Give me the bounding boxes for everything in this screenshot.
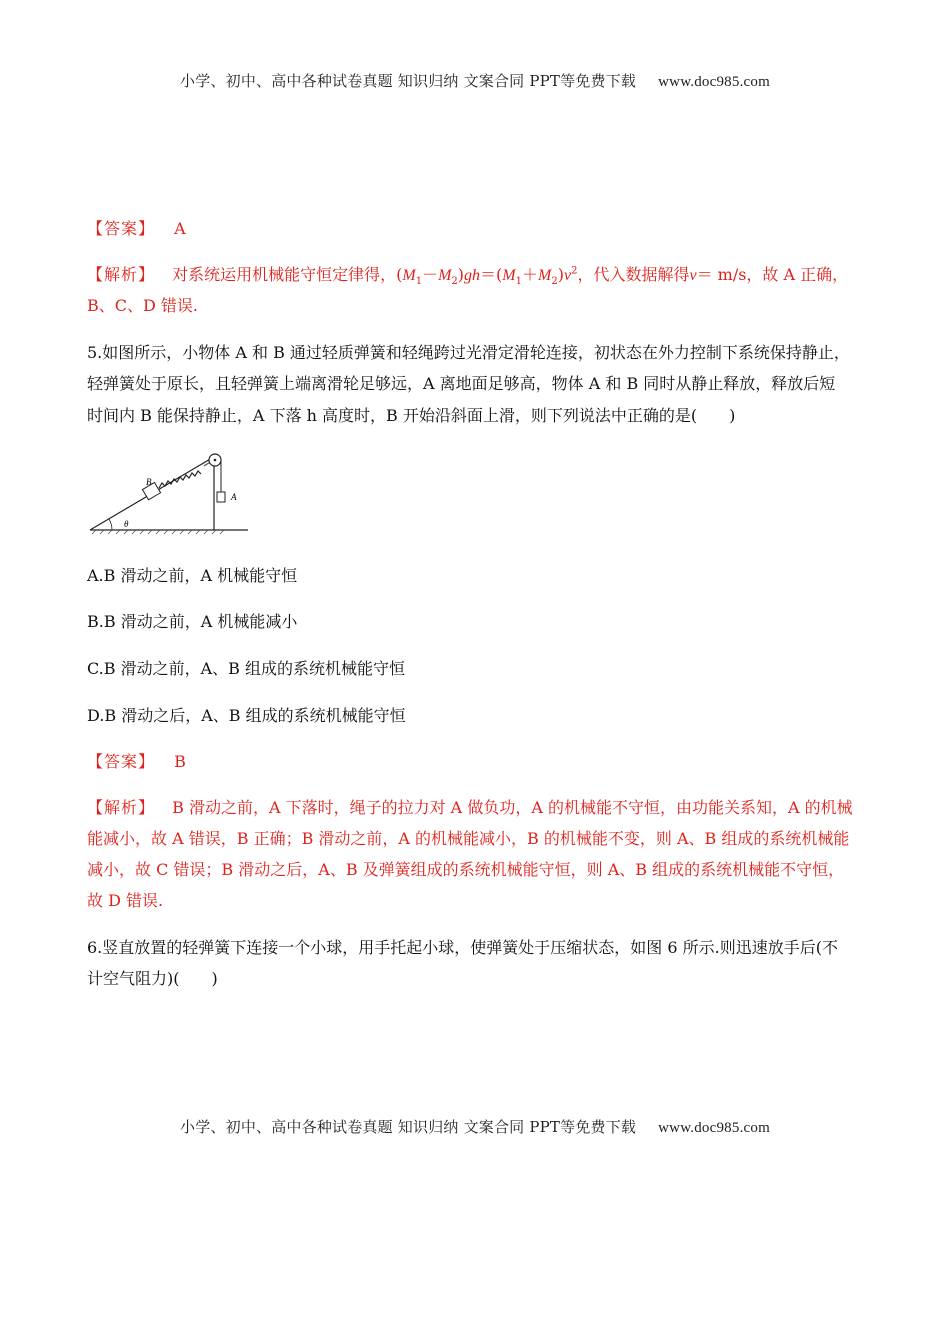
analysis-text: B 滑动之前，A 下落时，绳子的拉力对 A 做负功，A 的机械能不守恒，由功能关系知，A 的机械 <box>172 798 853 817</box>
q5-analysis-line1 <box>87 798 853 818</box>
header-text: 小学、初中、高中各种试卷真题 知识归纳 文案合同 PPT等免费下载 <box>180 72 637 90</box>
q5-stem-line3: 时间内 B 能保持静止，A 下落 h 高度时，B 开始沿斜面上滑，则下列说法中正确的是( ) <box>87 406 736 425</box>
q5-stem-line2: 轻弹簧处于原长，且轻弹簧上端离滑轮足够远，A 离地面足够高，物体 A 和 B 同时从静止释放，释放后短 <box>87 374 836 393</box>
answer-value: B <box>174 752 186 771</box>
analysis-text: 对系统运用机械能守恒定律得，( <box>172 265 403 284</box>
page-header <box>0 70 950 91</box>
q6-stem-line2: 计空气阻力)( ) <box>87 969 218 988</box>
analysis-v: v <box>689 267 697 284</box>
q5-analysis-line2: 能减小，故 A 错误，B 正确；B 滑动之前，A 的机械能减小，B 的机械能不变，则 A、B 组成的系统机械能 <box>87 829 850 848</box>
analysis-label: 【解析】 <box>87 798 156 817</box>
option-a: A.B 滑动之前，A 机械能守恒 <box>87 566 298 585</box>
option-d: D.B 滑动之后，A、B 组成的系统机械能守恒 <box>87 706 406 725</box>
incline-pulley-figure <box>88 448 248 536</box>
q5-stem-line1: 5.如图所示，小物体 A 和 B 通过轻质弹簧和轻绳跨过光滑定滑轮连接，初状态在外力控制下系统保持静止， <box>87 343 850 362</box>
q4-analysis-line2: B、C、D 错误. <box>87 296 199 315</box>
q6-stem-line1: 6.竖直放置的轻弹簧下连接一个小球，用手托起小球，使弹簧处于压缩状态，如图 6 所示.则迅速放手后(不 <box>87 938 838 957</box>
angle-label: θ <box>124 519 129 529</box>
q5-answer <box>87 752 186 772</box>
spring <box>159 471 201 488</box>
block-a-label: A <box>231 492 237 502</box>
page-footer <box>0 1116 950 1137</box>
answer-label: 【答案】 <box>87 752 156 771</box>
option-c: C.B 滑动之前，A、B 组成的系统机械能守恒 <box>87 659 406 678</box>
analysis-eq: ＝ m/s，故 A 正确， <box>696 265 849 284</box>
q4-analysis-line1: 【解析】 对系统运用机械能守恒定律得，$(M_1-M_2)gh=(M_1+M_2)v^2$，代入数据解得v＝ m/s，故 A 正确， <box>87 265 849 288</box>
analysis-label: 【解析】 <box>87 265 156 284</box>
answer-label: 【答案】 <box>87 219 156 238</box>
analysis-tail: ，代入数据解得 <box>577 265 690 284</box>
header-site: www.doc985.com <box>658 74 770 90</box>
footer-text: 小学、初中、高中各种试卷真题 知识归纳 文案合同 PPT等免费下载 <box>180 1118 637 1136</box>
q5-analysis-line4: 故 D 错误. <box>87 891 164 910</box>
q4-answer <box>87 219 186 239</box>
pulley-axle <box>214 459 217 462</box>
option-b: B.B 滑动之前，A 机械能减小 <box>87 612 298 631</box>
footer-site: www.doc985.com <box>658 1120 770 1136</box>
block-b-label: B <box>146 477 152 487</box>
answer-value: A <box>174 219 186 238</box>
block-a <box>217 492 225 502</box>
q5-analysis-line3: 减小，故 C 错误；B 滑动之后，A、B 及弹簧组成的系统机械能守恒，则 A、B 组成的系统机械能不守恒， <box>87 860 845 879</box>
angle-arc <box>109 519 112 530</box>
